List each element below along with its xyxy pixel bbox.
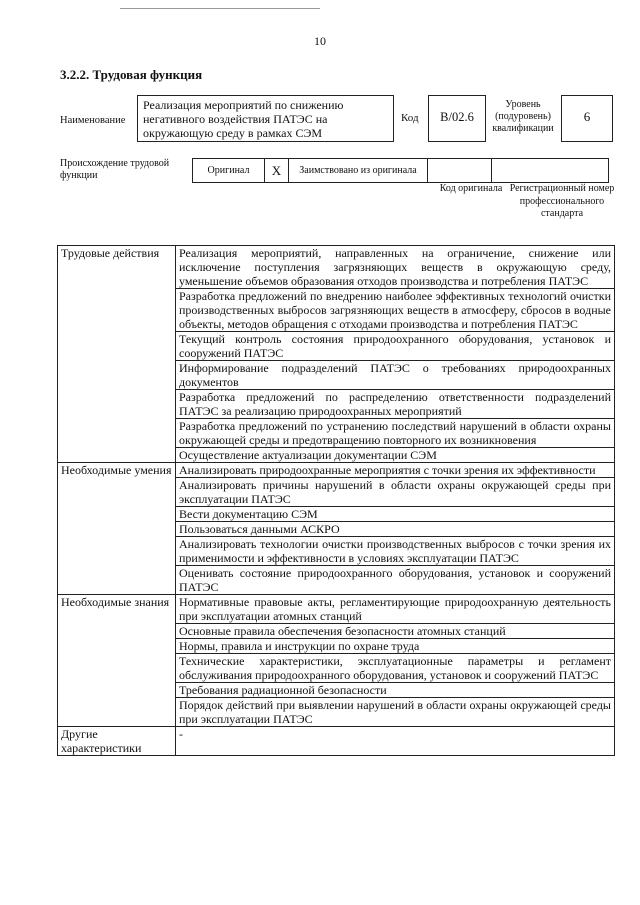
labor-action-item: Разработка предложений по устранению последствий нарушений в области охраны окружающей среды и предотвращению повторного их возникновения	[176, 419, 615, 448]
knowledge-item: Порядок действий при выявлении нарушений в области охраны окружающей среды при эксплуатации ПАТЭС	[176, 698, 615, 727]
other-header: Другие характеристики	[58, 727, 176, 756]
top-rule	[120, 8, 320, 9]
code-value-box: B/02.6	[428, 95, 486, 142]
name-label: Наименование	[60, 115, 126, 126]
table-row	[58, 595, 615, 624]
origin-reg-number-cell	[491, 158, 609, 183]
page-number: 10	[314, 34, 326, 48]
table-row	[58, 727, 615, 756]
skill-item: Анализировать природоохранные мероприятия с точки зрения их эффективности	[176, 463, 615, 478]
code-label: Код	[401, 112, 419, 124]
name-value-box: Реализация мероприятий по снижению негативного воздействия ПАТЭС на окружающую среду в рамках СЭМ	[137, 95, 394, 142]
code-original-caption: Код оригинала	[439, 183, 503, 194]
table-row	[58, 463, 615, 478]
labor-action-item: Текущий контроль состояния природоохранного оборудования, установок и сооружений ПАТЭС	[176, 332, 615, 361]
knowledge-item: Нормативные правовые акты, регламентирующие природоохранную деятельность при эксплуатации атомных станций	[176, 595, 615, 624]
labor-action-item: Реализация мероприятий, направленных на ограничение, снижение или исключение поступления загрязняющих веществ в окружающую среду, уменьшение объемов образования отходов производства и потребления ПАТЭС	[176, 246, 615, 289]
labor-actions-header: Трудовые действия	[58, 246, 176, 463]
knowledge-item: Требования радиационной безопасности	[176, 683, 615, 698]
labor-action-item: Осуществление актуализации документации СЭМ	[176, 448, 615, 463]
skill-item: Анализировать причины нарушений в области охраны окружающей среды при эксплуатации ПАТЭС	[176, 478, 615, 507]
skill-item: Анализировать технологии очистки производственных выбросов с точки зрения их применимости и эффективности в условиях эксплуатации ПАТЭС	[176, 537, 615, 566]
skill-item: Оценивать состояние природоохранного оборудования, установок и сооружений ПАТЭС	[176, 566, 615, 595]
origin-mark-cell: X	[264, 158, 289, 183]
origin-label: Происхождение трудовой функции	[60, 158, 170, 181]
function-table	[57, 245, 615, 756]
level-label: Уровень (подуровень) квалификации	[492, 99, 554, 134]
origin-borrowed-cell: Заимствовано из оригинала	[288, 158, 428, 183]
origin-code-cell	[427, 158, 492, 183]
labor-action-item: Разработка предложений по внедрению наиболее эффективных технологий очистки производственных выбросов загрязняющих веществ в атмосферу, сбросов в водные объекты, методов обращения с отходами производства и потребления ПАТЭС	[176, 289, 615, 332]
knowledge-item: Нормы, правила и инструкции по охране труда	[176, 639, 615, 654]
reg-number-caption: Регистрационный номер профессионального стандарта	[509, 183, 615, 219]
section-title: 3.2.2. Трудовая функция	[60, 67, 203, 82]
skill-item: Пользоваться данными АСКРО	[176, 522, 615, 537]
labor-action-item: Информирование подразделений ПАТЭС о требованиях природоохранных документов	[176, 361, 615, 390]
level-value-box: 6	[561, 95, 613, 142]
knowledge-item: Технические характеристики, эксплуатационные параметры и регламент обслуживания природоохранного оборудования, установок и сооружений ПАТЭС	[176, 654, 615, 683]
table-row	[58, 246, 615, 289]
origin-original-cell: Оригинал	[192, 158, 265, 183]
skills-header: Необходимые умения	[58, 463, 176, 595]
skill-item: Вести документацию СЭМ	[176, 507, 615, 522]
labor-action-item: Разработка предложений по распределению ответственности подразделений ПАТЭС за реализацию природоохранных мероприятий	[176, 390, 615, 419]
other-value: -	[176, 727, 615, 756]
origin-row	[192, 158, 609, 183]
knowledge-item: Основные правила обеспечения безопасности атомных станций	[176, 624, 615, 639]
knowledge-header: Необходимые знания	[58, 595, 176, 727]
